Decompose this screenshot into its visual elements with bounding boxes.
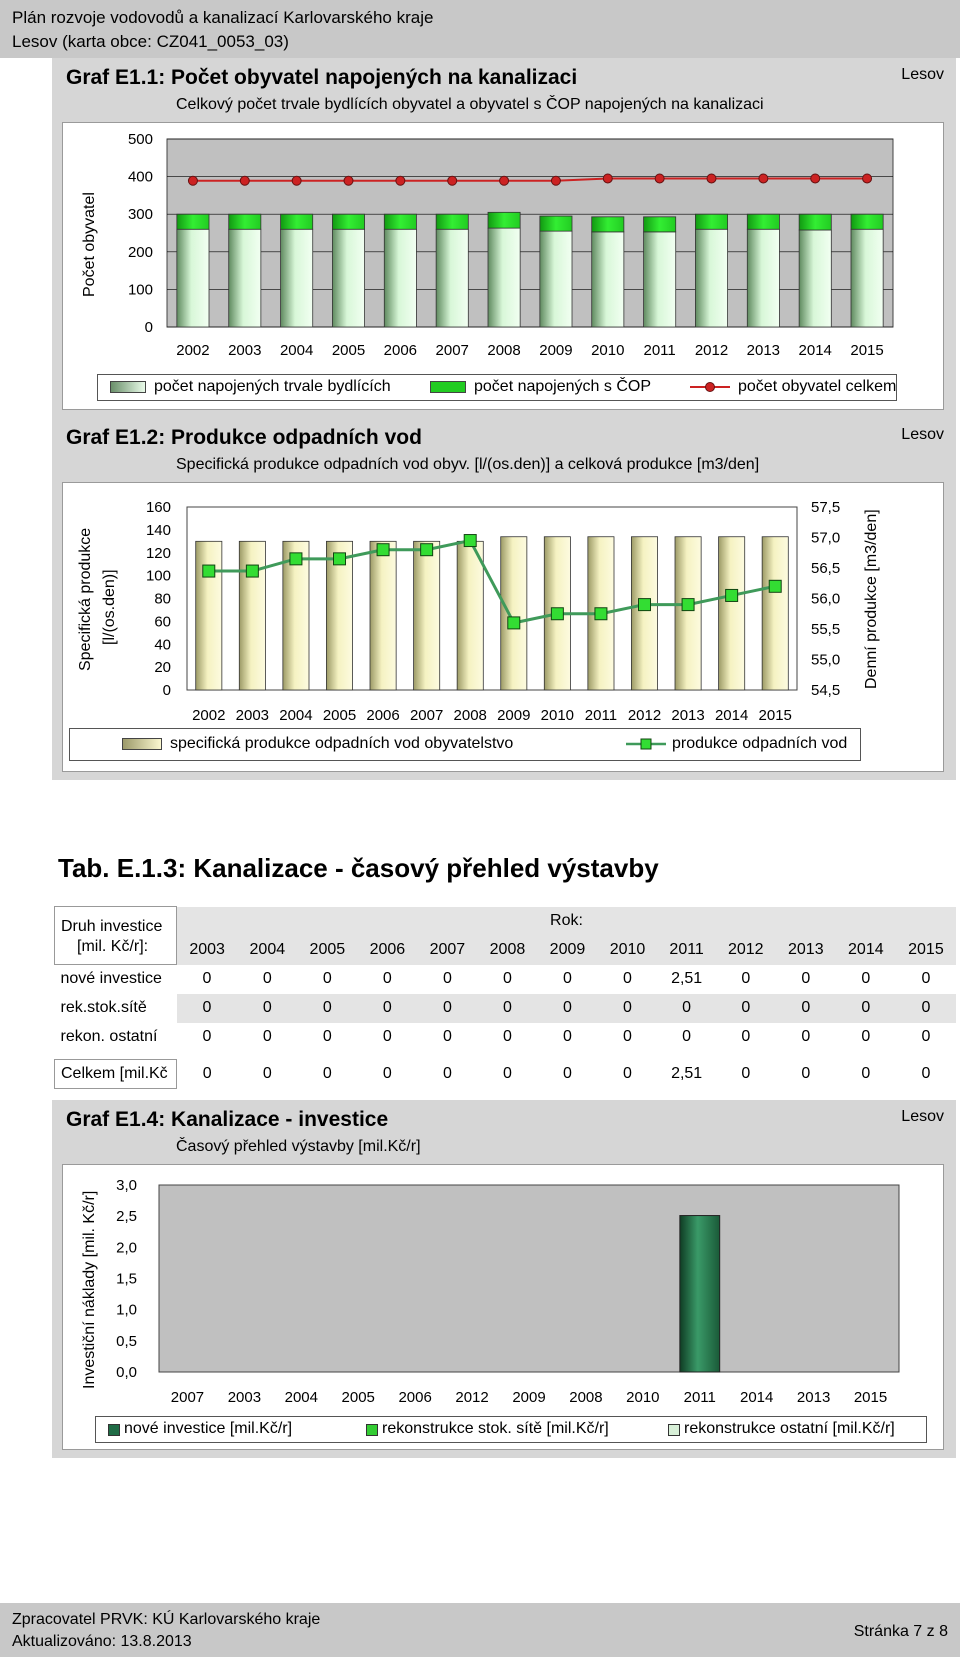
table-cell: 0 bbox=[776, 1060, 836, 1089]
table-cell: 0 bbox=[417, 1023, 477, 1052]
table-cell: 0 bbox=[297, 994, 357, 1023]
graf2-legend bbox=[69, 728, 861, 761]
table-cell: 0 bbox=[297, 1060, 357, 1089]
bar-cop bbox=[436, 214, 468, 229]
bar-cop bbox=[281, 214, 313, 229]
graf4-title: Graf E1.4: Kanalizace - investice bbox=[66, 1108, 389, 1131]
y-tick-label-left: 0 bbox=[162, 682, 171, 699]
x-tick-label: 2004 bbox=[284, 1389, 318, 1406]
x-tick-label: 2002 bbox=[176, 342, 210, 359]
table-cell: 0 bbox=[597, 994, 657, 1023]
x-tick-label: 2004 bbox=[279, 342, 314, 359]
table-cell: 0 bbox=[776, 994, 836, 1023]
y-tick-label-right: 56,5 bbox=[811, 560, 841, 577]
point-celkem bbox=[500, 176, 509, 185]
y-tick-label: 0,5 bbox=[116, 1332, 137, 1350]
graf1-subtitle: Celkový počet trvale bydlících obyvatel a obyvatel s ČOP napojených na kanalizaci bbox=[176, 96, 764, 113]
table-cell: 0 bbox=[177, 1060, 238, 1089]
bar-nove-investice bbox=[680, 1216, 720, 1372]
point-produkce bbox=[290, 553, 302, 565]
legend-swatch-rekstok bbox=[366, 1424, 378, 1436]
table-cell: 0 bbox=[836, 965, 896, 994]
x-tick-label: 2011 bbox=[643, 342, 676, 359]
bar-cop bbox=[384, 214, 416, 229]
table-cell: 0 bbox=[297, 1023, 357, 1052]
table-cell: 0 bbox=[417, 965, 477, 994]
x-tick-label: 2011 bbox=[584, 707, 618, 724]
y-tick-label: 2,0 bbox=[116, 1239, 137, 1257]
y-tick-label-left: 160 bbox=[145, 499, 171, 516]
table-cell: 0 bbox=[357, 1060, 417, 1089]
y-tick-label-right: 55,0 bbox=[811, 651, 841, 669]
table-spacer-cell bbox=[55, 1052, 957, 1060]
y-tick-label-left: 80 bbox=[154, 590, 171, 608]
graf4-chart bbox=[63, 1165, 943, 1413]
table-cell: 0 bbox=[237, 994, 297, 1023]
bar-cop bbox=[488, 212, 520, 228]
table-year-header: 2005 bbox=[297, 936, 357, 965]
table-head-label-2: [mil. Kč/r]: bbox=[77, 937, 149, 955]
y-tick-label: 1,0 bbox=[116, 1301, 137, 1319]
graf4-legend bbox=[95, 1416, 927, 1443]
x-tick-label: 2009 bbox=[497, 707, 531, 724]
x-tick-label: 2004 bbox=[279, 707, 313, 724]
point-celkem bbox=[292, 176, 301, 185]
graf2-panel bbox=[52, 418, 956, 780]
bar-cop bbox=[332, 214, 364, 229]
document-title: Plán rozvoje vodovodů a kanalizací Karlovarského kraje bbox=[12, 8, 434, 27]
table-row bbox=[55, 1060, 957, 1089]
point-produkce bbox=[682, 599, 694, 611]
point-celkem bbox=[863, 174, 872, 183]
plot-background bbox=[187, 507, 797, 690]
x-tick-label: 2010 bbox=[626, 1389, 660, 1406]
table-cell: 2,51 bbox=[658, 1060, 716, 1089]
point-produkce bbox=[377, 544, 389, 556]
table-year-header: 2003 bbox=[177, 936, 238, 965]
point-produkce bbox=[464, 535, 476, 547]
table-cell: 0 bbox=[658, 1023, 716, 1052]
table-cell: 0 bbox=[716, 994, 776, 1023]
y-tick-label-right: 56,0 bbox=[811, 590, 841, 608]
footer-processor: Zpracovatel PRVK: KÚ Karlovarského kraje bbox=[12, 1611, 321, 1628]
municipality-card: Lesov (karta obce: CZ041_0053_03) bbox=[12, 32, 289, 51]
y-tick-label-right: 54,5 bbox=[811, 682, 841, 699]
bar-specificka bbox=[370, 541, 396, 690]
graf1-title: Graf E1.1: Počet obyvatel napojených na kanalizaci bbox=[66, 66, 578, 89]
y-tick-label-right: 57,0 bbox=[811, 529, 841, 547]
table-year-header: 2009 bbox=[537, 936, 597, 965]
table-cell: 0 bbox=[237, 1060, 297, 1089]
x-tick-label: 2010 bbox=[540, 707, 575, 724]
x-tick-label: 2005 bbox=[322, 707, 357, 724]
x-tick-label: 2014 bbox=[798, 342, 832, 359]
x-tick-label: 2014 bbox=[740, 1389, 774, 1406]
graf4-plot-area bbox=[62, 1164, 944, 1450]
graf1-legend bbox=[97, 374, 897, 401]
table-cell: 0 bbox=[716, 1060, 776, 1089]
bar-trvale bbox=[592, 232, 624, 327]
table-title: Tab. E.1.3: Kanalizace - časový přehled výstavby bbox=[58, 853, 659, 883]
y-tick-label: 2,5 bbox=[116, 1208, 137, 1226]
table-cell: 0 bbox=[237, 1023, 297, 1052]
bar-trvale bbox=[488, 228, 520, 327]
bar-trvale bbox=[384, 229, 416, 327]
x-tick-label: 2007 bbox=[409, 707, 444, 724]
y-tick-label: 0 bbox=[144, 319, 153, 336]
table-cell: 0 bbox=[297, 965, 357, 994]
table-cell: 0 bbox=[896, 994, 956, 1023]
y-tick-label: 100 bbox=[127, 281, 153, 299]
table-cell: 0 bbox=[776, 1023, 836, 1052]
x-tick-label: 2006 bbox=[398, 1389, 432, 1406]
point-produkce bbox=[421, 544, 433, 556]
point-produkce bbox=[726, 589, 738, 601]
legend-label-nove: nové investice [mil.Kč/r] bbox=[124, 1420, 293, 1437]
legend-label-cop: počet napojených s ČOP bbox=[474, 378, 651, 395]
table-row bbox=[55, 965, 957, 994]
plot-background bbox=[159, 1185, 899, 1372]
point-produkce bbox=[639, 599, 651, 611]
table-cell: 0 bbox=[357, 994, 417, 1023]
y-tick-label: 200 bbox=[127, 243, 153, 261]
point-celkem bbox=[551, 176, 560, 185]
bar-trvale bbox=[695, 229, 727, 327]
graf2-chart bbox=[63, 483, 853, 728]
point-produkce bbox=[334, 553, 346, 565]
y-tick-label-left: 100 bbox=[145, 567, 171, 585]
table-cell: 0 bbox=[716, 1023, 776, 1052]
table-year-header: 2006 bbox=[357, 936, 417, 965]
table-rok-label: Rok: bbox=[177, 907, 957, 936]
investment-table bbox=[54, 906, 956, 1089]
point-produkce bbox=[203, 565, 215, 577]
table-cell: 0 bbox=[597, 965, 657, 994]
x-tick-label: 2013 bbox=[796, 1389, 831, 1406]
bar-specificka bbox=[414, 541, 440, 690]
legend-swatch-nove bbox=[108, 1424, 120, 1436]
y-tick-label-right: 57,5 bbox=[811, 499, 841, 516]
table-year-header: 2012 bbox=[716, 936, 776, 965]
x-tick-label: 2015 bbox=[853, 1389, 888, 1406]
table-cell: 0 bbox=[417, 994, 477, 1023]
x-tick-label: 2012 bbox=[455, 1389, 489, 1406]
table-cell: 0 bbox=[658, 994, 716, 1023]
point-celkem bbox=[759, 174, 768, 183]
table-cell: 0 bbox=[537, 994, 597, 1023]
footer-updated: Aktualizováno: 13.8.2013 bbox=[12, 1633, 192, 1650]
bar-cop bbox=[644, 217, 676, 232]
table-row-label: Celkem [mil.Kč bbox=[55, 1060, 177, 1089]
x-tick-label: 2014 bbox=[714, 707, 749, 724]
table-cell: 0 bbox=[357, 965, 417, 994]
x-tick-label: 2008 bbox=[453, 707, 487, 724]
y-tick-label: 400 bbox=[127, 168, 153, 186]
bar-cop bbox=[695, 214, 727, 229]
table-cell: 0 bbox=[836, 1060, 896, 1089]
bar-specificka bbox=[196, 541, 222, 690]
page-footer bbox=[0, 1603, 960, 1657]
graf2-subtitle: Specifická produkce odpadních vod obyv. [l/(os.den)] a celková produkce [m3/den] bbox=[176, 456, 760, 473]
bar-specificka bbox=[762, 537, 788, 690]
y-tick-label-left: 20 bbox=[154, 659, 171, 677]
bar-cop bbox=[747, 214, 779, 229]
graf2-ylabel-right: Denní produkce [m3/den] bbox=[863, 509, 880, 689]
point-produkce bbox=[769, 580, 781, 592]
y-tick-label: 500 bbox=[127, 131, 153, 148]
legend-label-rekstok: rekonstrukce stok. sítě [mil.Kč/r] bbox=[382, 1420, 609, 1437]
y-tick-label-left: 40 bbox=[154, 636, 171, 654]
x-tick-label: 2005 bbox=[341, 1389, 375, 1406]
table-year-header: 2010 bbox=[597, 936, 657, 965]
bar-trvale bbox=[281, 229, 313, 327]
point-produkce bbox=[508, 617, 520, 629]
bar-specificka bbox=[631, 537, 657, 690]
y-tick-label: 3,0 bbox=[116, 1177, 137, 1194]
page-header bbox=[0, 0, 960, 58]
y-tick-label-left: 120 bbox=[145, 544, 171, 562]
point-celkem bbox=[396, 176, 405, 185]
y-tick-label: 0,0 bbox=[116, 1364, 137, 1381]
bar-trvale bbox=[851, 229, 883, 327]
table-cell: 0 bbox=[776, 965, 836, 994]
point-celkem bbox=[448, 176, 457, 185]
table-cell: 0 bbox=[537, 1060, 597, 1089]
x-tick-label: 2012 bbox=[694, 342, 729, 359]
table-cell: 0 bbox=[716, 965, 776, 994]
legend-label-celkem: počet obyvatel celkem bbox=[738, 378, 897, 395]
bar-trvale bbox=[799, 230, 831, 327]
bar-cop bbox=[540, 216, 572, 231]
table-cell: 0 bbox=[477, 1023, 537, 1052]
point-produkce bbox=[595, 608, 607, 620]
y-tick-label-right: 55,5 bbox=[811, 621, 841, 638]
bar-specificka bbox=[719, 537, 745, 690]
x-tick-label: 2015 bbox=[850, 342, 884, 359]
point-celkem bbox=[811, 174, 820, 183]
table-year-header: 2007 bbox=[417, 936, 477, 965]
table-cell: 0 bbox=[477, 965, 537, 994]
footer-page-number: Stránka 7 z 8 bbox=[853, 1623, 948, 1640]
legend-label-produkce: produkce odpadních vod bbox=[672, 735, 848, 752]
table-cell: 0 bbox=[177, 994, 238, 1023]
table-cell: 0 bbox=[177, 965, 238, 994]
graf2-plot-area bbox=[62, 482, 944, 772]
point-celkem bbox=[240, 176, 249, 185]
bar-trvale bbox=[644, 232, 676, 327]
table-spacer bbox=[55, 1052, 957, 1060]
table-cell: 2,51 bbox=[658, 965, 716, 994]
table-cell: 0 bbox=[836, 994, 896, 1023]
bar-trvale bbox=[436, 229, 468, 327]
x-tick-label: 2015 bbox=[758, 707, 792, 724]
point-celkem bbox=[188, 176, 197, 185]
table-year-header: 2011 bbox=[658, 936, 716, 965]
legend-swatch-trvale bbox=[110, 381, 146, 393]
legend-line-produkce bbox=[626, 736, 666, 752]
point-produkce bbox=[246, 565, 258, 577]
bar-specificka bbox=[457, 541, 483, 690]
x-tick-label: 2013 bbox=[746, 342, 781, 359]
x-tick-label: 2006 bbox=[366, 707, 400, 724]
point-celkem bbox=[603, 174, 612, 183]
x-tick-label: 2007 bbox=[435, 342, 469, 359]
graf4-subtitle: Časový přehled výstavby [mil.Kč/r] bbox=[176, 1138, 421, 1155]
table-cell: 0 bbox=[177, 1023, 238, 1052]
table-cell: 0 bbox=[417, 1060, 477, 1089]
table-cell: 0 bbox=[896, 1023, 956, 1052]
x-tick-label: 2012 bbox=[627, 707, 662, 724]
legend-swatch-rekost bbox=[668, 1424, 680, 1436]
table-row bbox=[55, 994, 957, 1023]
graf4-panel bbox=[52, 1100, 956, 1458]
bar-trvale bbox=[177, 229, 209, 327]
table-cell: 0 bbox=[896, 965, 956, 994]
x-tick-label: 2009 bbox=[539, 342, 573, 359]
table-cell: 0 bbox=[597, 1060, 657, 1089]
plot-background bbox=[167, 139, 893, 327]
graf1-plot-area bbox=[62, 122, 944, 410]
legend-swatch-specificka bbox=[122, 738, 162, 750]
x-tick-label: 2005 bbox=[331, 342, 366, 359]
table-cell: 0 bbox=[597, 1023, 657, 1052]
graf1-ylabel: Počet obyvatel bbox=[81, 192, 98, 297]
bar-cop bbox=[177, 214, 209, 229]
legend-line-celkem bbox=[690, 380, 730, 394]
table-cell: 0 bbox=[477, 994, 537, 1023]
legend-label-trvale: počet napojených trvale bydlících bbox=[154, 378, 391, 395]
bar-cop bbox=[851, 214, 883, 229]
table-cell: 0 bbox=[237, 965, 297, 994]
point-produkce bbox=[551, 608, 563, 620]
table-years-row bbox=[55, 936, 957, 965]
x-tick-label: 2003 bbox=[227, 1389, 262, 1406]
legend-label-rekost: rekonstrukce ostatní [mil.Kč/r] bbox=[684, 1420, 895, 1437]
table-cell: 0 bbox=[537, 1023, 597, 1052]
table-cell: 0 bbox=[836, 1023, 896, 1052]
table-head-label bbox=[55, 907, 177, 965]
x-tick-label: 2007 bbox=[170, 1389, 205, 1406]
x-tick-label: 2003 bbox=[235, 707, 270, 724]
graf2-ylabel-1: Specifická produkce bbox=[77, 527, 94, 671]
table-row bbox=[55, 1023, 957, 1052]
graf4-ylabel: Investiční náklady [mil. Kč/r] bbox=[81, 1190, 98, 1389]
bar-cop bbox=[229, 214, 261, 229]
table-row-label: rek.stok.sítě bbox=[55, 994, 177, 1023]
x-tick-label: 2008 bbox=[487, 342, 521, 359]
y-tick-label-left: 60 bbox=[154, 613, 171, 631]
x-tick-label: 2010 bbox=[591, 342, 625, 359]
table-head-label-1: Druh investice bbox=[61, 917, 163, 935]
x-tick-label: 2013 bbox=[671, 707, 705, 724]
graf2-title: Graf E1.2: Produkce odpadních vod bbox=[66, 426, 422, 449]
bar-trvale bbox=[540, 231, 572, 327]
table-year-header: 2004 bbox=[237, 936, 297, 965]
table-cell: 0 bbox=[357, 1023, 417, 1052]
bar-cop bbox=[799, 214, 831, 230]
table-cell: 0 bbox=[477, 1060, 537, 1089]
x-tick-label: 2003 bbox=[228, 342, 262, 359]
table-cell: 0 bbox=[537, 965, 597, 994]
table-year-header: 2013 bbox=[776, 936, 836, 965]
bar-specificka bbox=[675, 537, 701, 690]
graf2-city: Lesov bbox=[901, 426, 944, 443]
bar-cop bbox=[592, 217, 624, 232]
point-celkem bbox=[707, 174, 716, 183]
table-year-header: 2008 bbox=[477, 936, 537, 965]
x-tick-label: 2011 bbox=[683, 1389, 716, 1406]
table-cell: 0 bbox=[896, 1060, 956, 1089]
graf1-city: Lesov bbox=[901, 66, 944, 83]
table-year-header: 2015 bbox=[896, 936, 956, 965]
y-tick-label: 1,5 bbox=[116, 1270, 137, 1288]
graf1-chart bbox=[63, 123, 943, 373]
table-row-label: rekon. ostatní bbox=[55, 1023, 177, 1052]
point-celkem bbox=[655, 174, 664, 183]
x-tick-label: 2009 bbox=[512, 1389, 546, 1406]
bar-specificka bbox=[239, 541, 265, 690]
point-celkem bbox=[344, 176, 353, 185]
bar-trvale bbox=[747, 229, 779, 327]
graf2-ylabel-2: [l/(os.den)] bbox=[101, 569, 118, 645]
legend-label-specificka: specifická produkce odpadních vod obyvatelstvo bbox=[170, 735, 514, 752]
graf1-panel bbox=[52, 58, 956, 418]
x-tick-label: 2006 bbox=[383, 342, 418, 359]
x-tick-label: 2008 bbox=[569, 1389, 603, 1406]
bar-trvale bbox=[332, 229, 364, 327]
x-tick-label: 2002 bbox=[192, 707, 226, 724]
y-tick-label: 300 bbox=[127, 206, 153, 224]
legend-swatch-cop bbox=[430, 381, 466, 393]
table-year-header: 2014 bbox=[836, 936, 896, 965]
graf4-city: Lesov bbox=[901, 1108, 944, 1125]
table-row-label: nové investice bbox=[55, 965, 177, 994]
bar-specificka bbox=[501, 537, 527, 690]
bar-trvale bbox=[229, 229, 261, 327]
y-tick-label-left: 140 bbox=[145, 521, 171, 539]
